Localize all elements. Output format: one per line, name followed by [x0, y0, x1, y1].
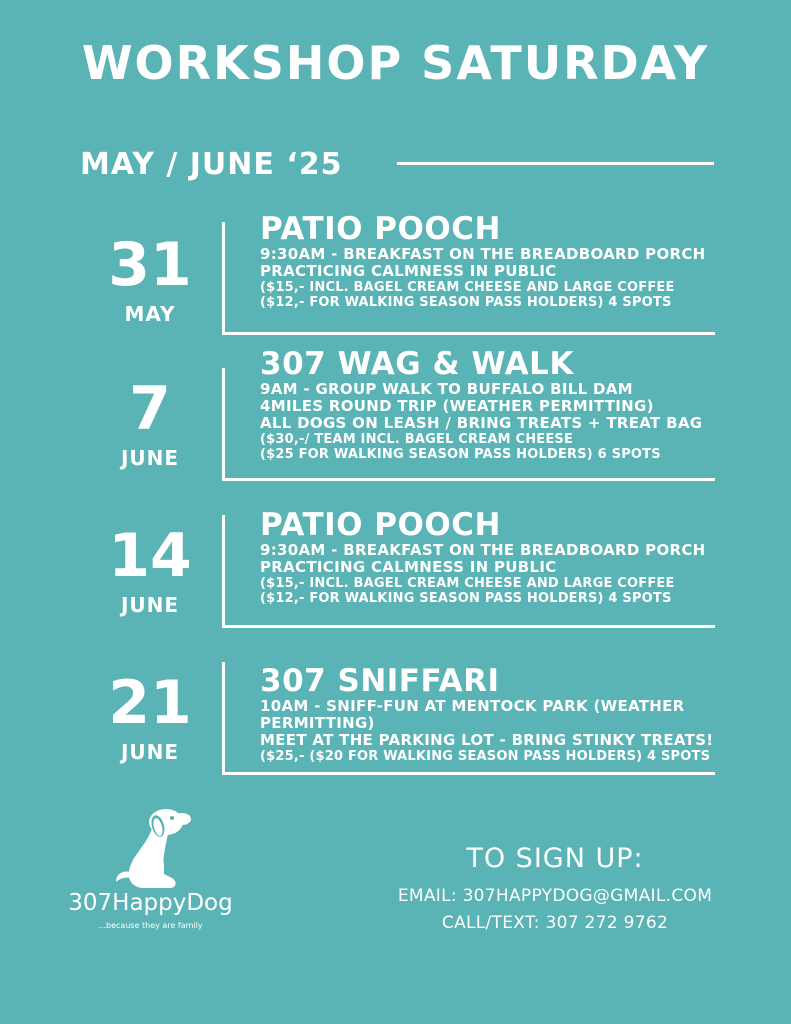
event-price: ($12,- FOR WALKING SEASON PASS HOLDERS) 4 SPOTS	[260, 591, 672, 606]
event-line: ALL DOGS ON LEASH / BRING TREATS + TREAT BAG	[260, 414, 703, 432]
signup-title: TO SIGN UP:	[466, 843, 644, 874]
event-month: JUNE	[120, 446, 180, 470]
event-line: PERMITTING)	[260, 714, 375, 732]
event-title: PATIO POOCH	[260, 507, 501, 543]
event-line: PRACTICING CALMNESS IN PUBLIC	[260, 262, 557, 280]
event-line: MEET AT THE PARKING LOT - BRING STINKY TREATS!	[260, 731, 714, 749]
event-line: 9AM - GROUP WALK TO BUFFALO BILL DAM	[260, 380, 633, 398]
brand-tagline: ...because they are family	[98, 921, 203, 930]
event-line: 10AM - SNIFF-FUN AT MENTOCK PARK (WEATHER	[260, 697, 685, 715]
event-content	[260, 212, 750, 310]
month-divider	[397, 162, 714, 165]
event-content	[260, 347, 750, 462]
signup-phone[interactable]: CALL/TEXT: 307 272 9762	[441, 913, 669, 933]
event-date	[100, 374, 200, 470]
event-line: PRACTICING CALMNESS IN PUBLIC	[260, 558, 557, 576]
event-date	[100, 668, 200, 764]
event-day: 14	[108, 521, 192, 591]
page-title: WORKSHOP SATURDAY	[81, 36, 710, 90]
event-line: 9:30AM - BREAKFAST ON THE BREADBOARD PORCH	[260, 541, 706, 559]
event-line: 4MILES ROUND TRIP (WEATHER PERMITTING)	[260, 397, 654, 415]
event-price: ($15,- INCL. BAGEL CREAM CHEESE AND LARGE COFFEE	[260, 280, 675, 295]
event-month: JUNE	[120, 740, 180, 764]
event-title: 307 SNIFFARI	[260, 663, 500, 699]
event-title: 307 WAG & WALK	[260, 346, 574, 382]
event-month: JUNE	[120, 593, 180, 617]
event-content	[260, 664, 750, 764]
event-price: ($30,-/ TEAM INCL. BAGEL CREAM CHEESE	[260, 432, 574, 447]
event-date	[100, 521, 200, 617]
event-price: ($25,- ($20 FOR WALKING SEASON PASS HOLDERS) 4 SPOTS	[260, 749, 711, 764]
sitting-dog-icon	[108, 802, 194, 892]
event-price: ($25 FOR WALKING SEASON PASS HOLDERS) 6 SPOTS	[260, 447, 661, 462]
event-price: ($15,- INCL. BAGEL CREAM CHEESE AND LARGE COFFEE	[260, 576, 675, 591]
month-heading: MAY / JUNE ‘25	[80, 147, 343, 182]
event-month: MAY	[124, 302, 176, 326]
event-day: 7	[129, 374, 171, 444]
event-day: 21	[108, 668, 192, 738]
event-date	[100, 230, 200, 326]
brand-name: 307HappyDog	[68, 890, 233, 916]
event-content	[260, 508, 750, 606]
event-title: PATIO POOCH	[260, 211, 501, 247]
signup-email[interactable]: EMAIL: 307HAPPYDOG@GMAIL.COM	[397, 886, 713, 906]
event-day: 31	[108, 230, 192, 300]
event-line: 9:30AM - BREAKFAST ON THE BREADBOARD PORCH	[260, 245, 706, 263]
event-price: ($12,- FOR WALKING SEASON PASS HOLDERS) 4 SPOTS	[260, 295, 672, 310]
